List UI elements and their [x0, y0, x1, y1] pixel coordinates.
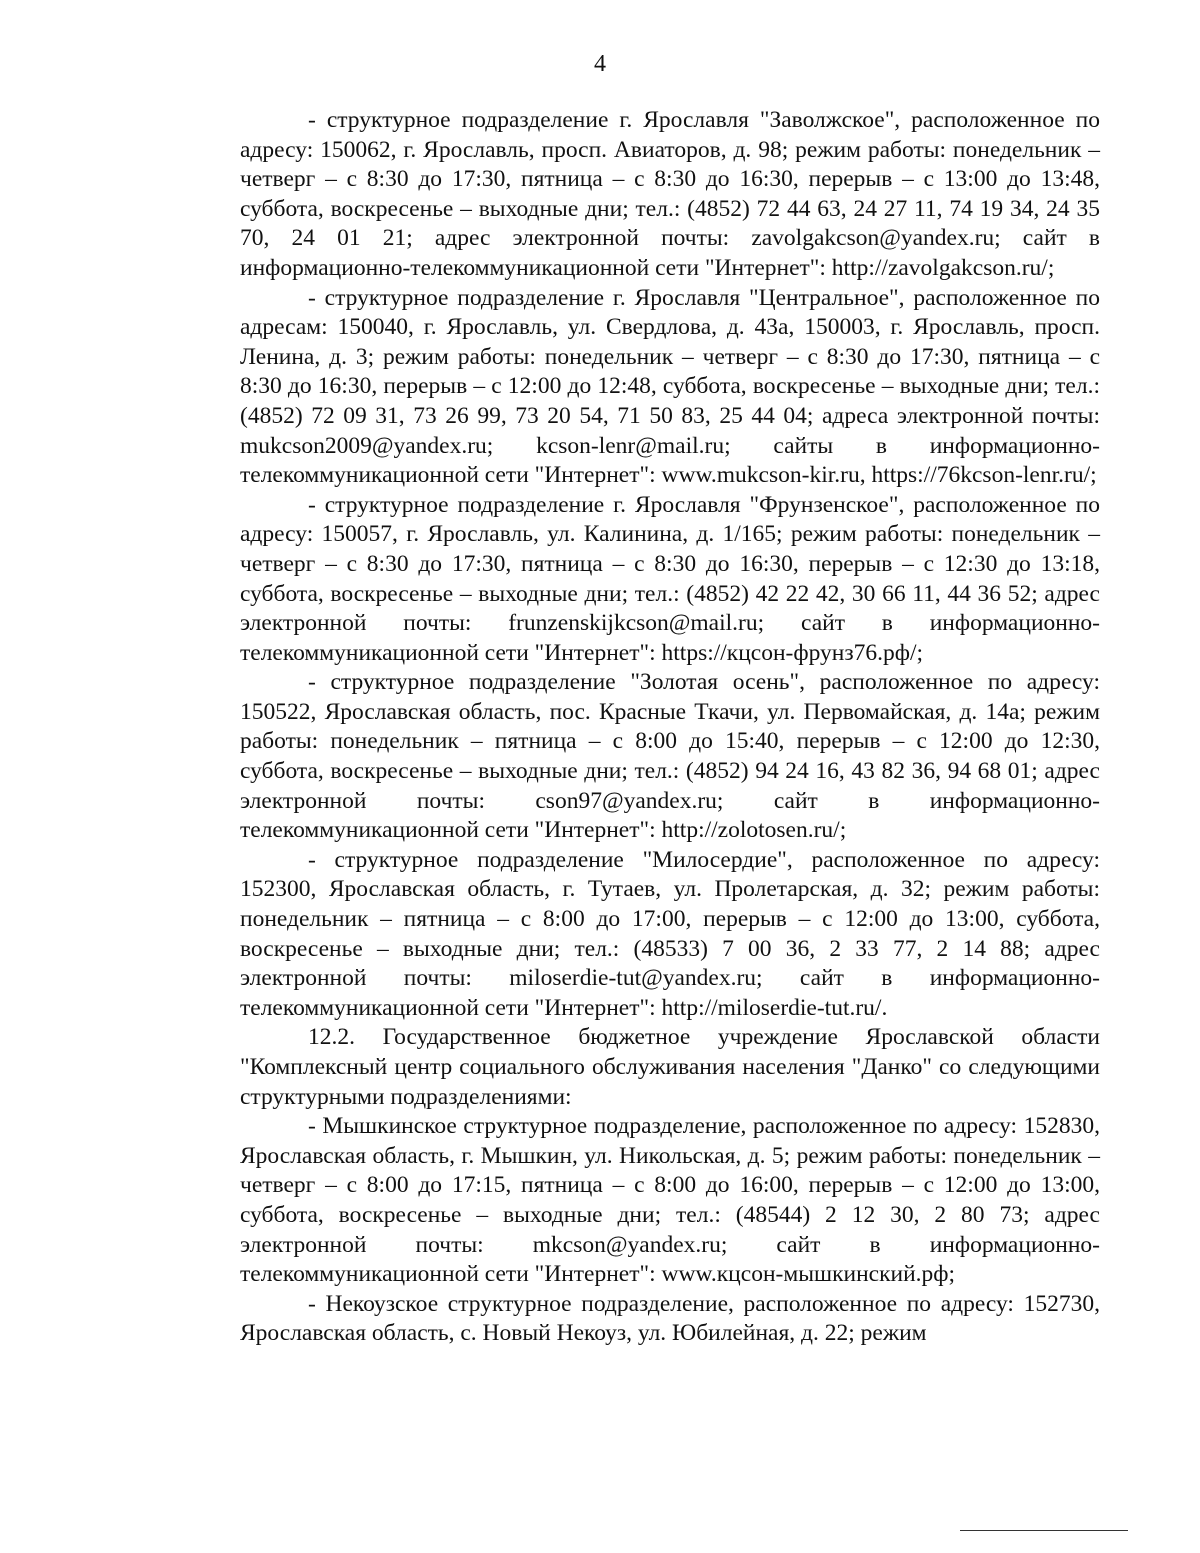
- footer-divider: [960, 1530, 1128, 1531]
- paragraph-zavolzhskoe: - структурное подразделение г. Ярославля "Заволжское", расположенное по адресу: 150062, г. Ярославль, просп. Авиаторов, д. 98; режим работы: понедельник – четверг – с 8:30 до 17:30, пятница – с 8:30 до 16:30, перерыв – с 13:00 до 13:48, суббота, воскресенье – выходные дни; тел.: (4852) 72 44 63, 24 27 11, 74 19 34, 24 35 70, 24 01 21; адрес электронной почты: zavolgakcson@yandex.ru; сайт в информационно-телекоммуникационной сети "Интернет": http://zavolgakcson.ru/;: [240, 107, 1100, 281]
- paragraph-zolotaya-osen: - структурное подразделение "Золотая осень", расположенное по адресу: 150522, Ярославская область, пос. Красные Ткачи, ул. Первомайская, д. 14а; режим работы: понедельник – пятница – с 8:00 до 15:40, перерыв – с 12:00 до 12:30, суббота, воскресенье – выходные дни; тел.: (4852) 94 24 16, 43 82 36, 94 68 01; адрес электронной почты: cson97@yandex.ru; сайт в информационно-телекоммуникационной сети "Интернет": http://zolotosen.ru/;: [240, 669, 1100, 844]
- paragraph-tsentralnoe: - структурное подразделение г. Ярославля "Центральное", расположенное по адресам: 150040, г. Ярославль, ул. Свердлова, д. 43а, 150003, г. Ярославль, просп. Ленина, д. 3; режим работы: понедельник – четверг – с 8:30 до 17:30, пятница – с 8:30 до 16:30, перерыв – с 12:00 до 12:48, суббота, воскресенье – выходные дни; тел.: (4852) 72 09 31, 73 26 99, 73 20 54, 71 50 83, 25 44 04; адреса электронной почты: mukcson2009@yandex.ru; kcson-lenr@mail.ru; сайты в информационно-телекоммуникационной сети "Интернет": www.mukcson-kir.ru, https://76kcson-lenr.ru/;: [240, 284, 1100, 489]
- paragraph-frunzenskoe: - структурное подразделение г. Ярославля "Фрунзенское", расположенное по адресу: 150057, г. Ярославль, ул. Калинина, д. 1/165; режим работы: понедельник – четверг – с 8:30 до 17:30, пятница – с 8:30 до 16:30, перерыв – с 12:30 до 13:18, суббота, воскресенье – выходные дни; тел.: (4852) 42 22 42, 30 66 11, 44 36 52; адрес электронной почты: frunzenskijkcson@mail.ru; сайт в информационно-телекоммуникационной сети "Интернет": https://кцсон-фрунз76.рф/;: [240, 491, 1100, 666]
- paragraph-miloserdie: - структурное подразделение "Милосердие", расположенное по адресу: 152300, Ярославская область, г. Тутаев, ул. Пролетарская, д. 32; режим работы: понедельник – пятница – с 8:00 до 17:00, перерыв – с 12:00 до 13:00, суббота, воскресенье – выходные дни; тел.: (48533) 7 00 36, 2 33 77, 2 14 88; адрес электронной почты: miloserdie-tut@yandex.ru; сайт в информационно-телекоммуникационной сети "Интернет": http://miloserdie-tut.ru/.: [240, 846, 1100, 1021]
- document-body: [240, 106, 1100, 1349]
- paragraph-myshkinskoe: - Мышкинское структурное подразделение, расположенное по адресу: 152830, Ярославская область, г. Мышкин, ул. Никольская, д. 5; режим работы: понедельник – четверг – с 8:00 до 17:15, пятница – с 8:00 до 16:00, перерыв – с 12:00 до 13:00, суббота, воскресенье – выходные дни; тел.: (48544) 2 12 30, 2 80 73; адрес электронной почты: mkcson@yandex.ru; сайт в информационно-телекоммуникационной сети "Интернет": www.кцсон-мышкинский.рф;: [240, 1113, 1100, 1288]
- paragraph-nekouzskoe: - Некоузское структурное подразделение, расположенное по адресу: 152730, Ярославская область, с. Новый Некоуз, ул. Юбилейная, д. 22; режим: [240, 1290, 1100, 1347]
- page-number: 4: [594, 51, 606, 77]
- paragraph-section-12-2: 12.2. Государственное бюджетное учреждение Ярославской области "Комплексный центр социального обслуживания населения "Данко" со следующими структурными подразделениями:: [240, 1024, 1100, 1110]
